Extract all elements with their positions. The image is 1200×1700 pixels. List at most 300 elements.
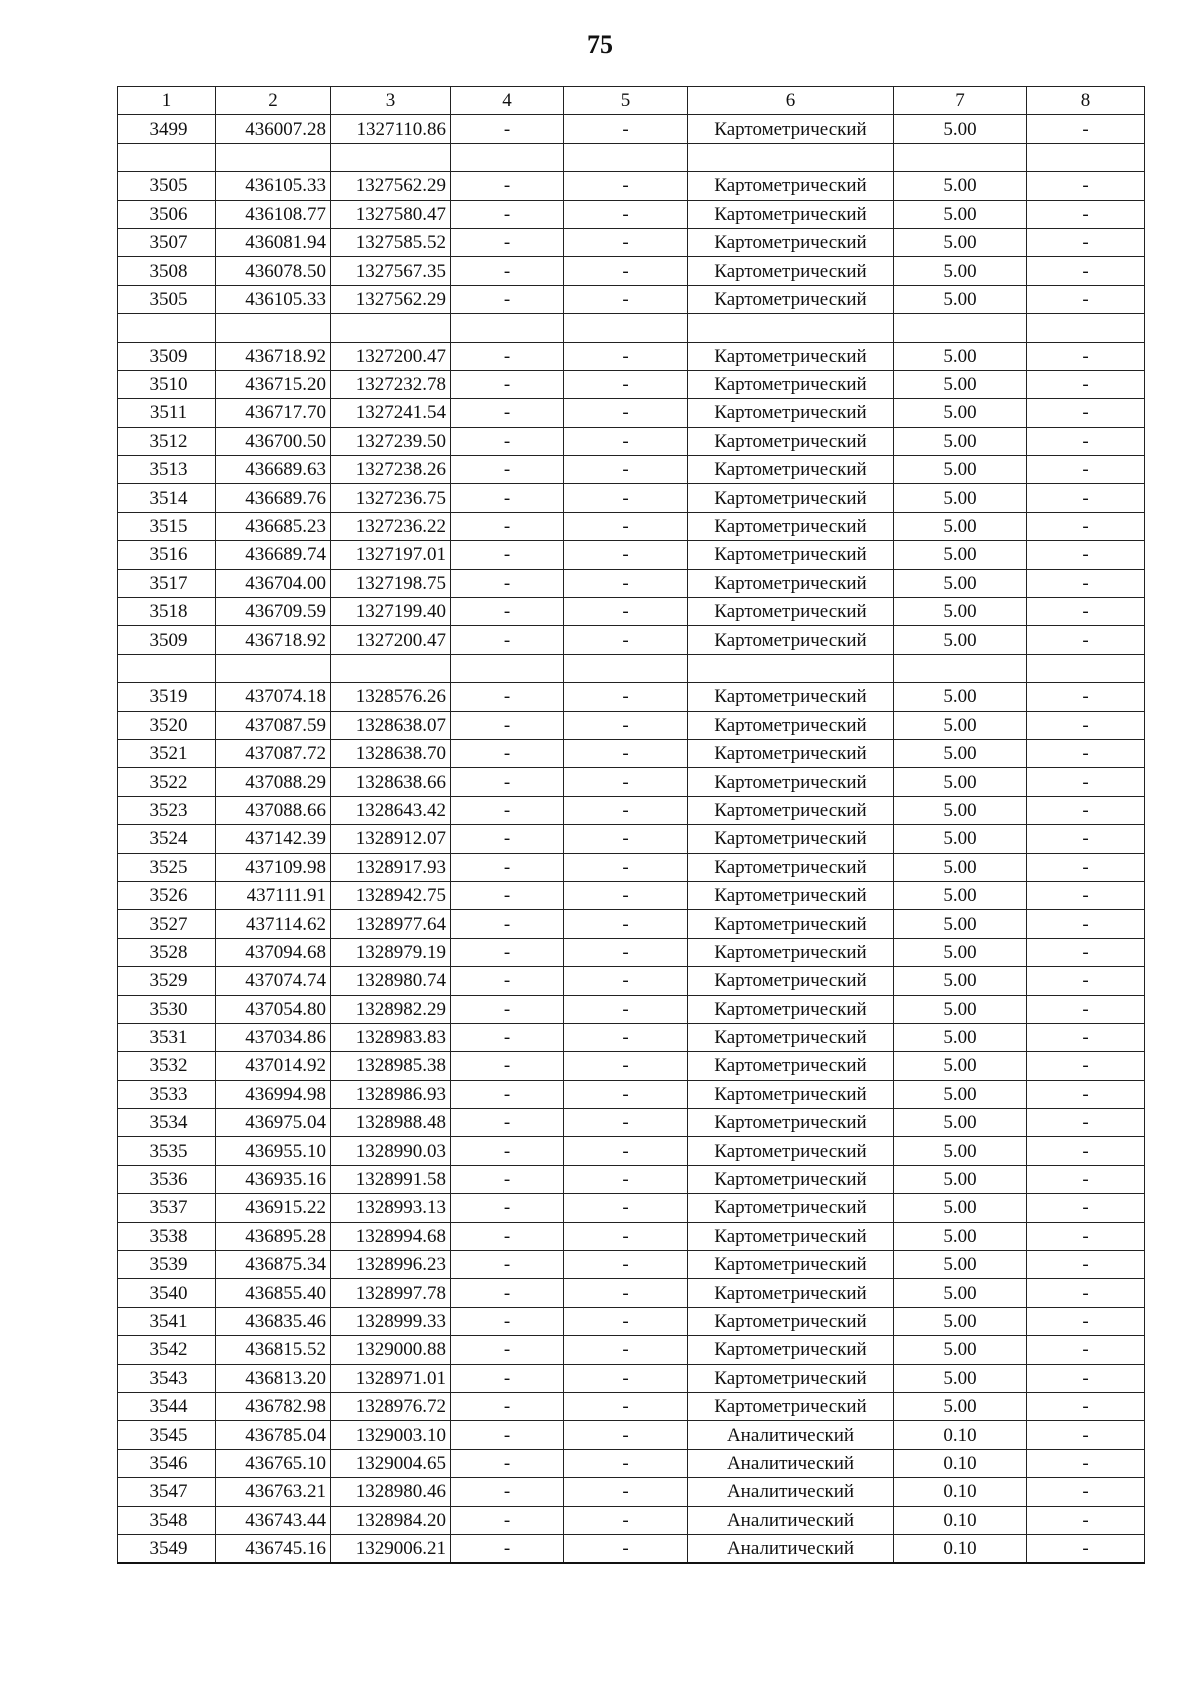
y-coordinate-cell: 1327562.29 (331, 172, 451, 200)
y-coordinate-cell: 1327197.01 (331, 541, 451, 569)
table-row (118, 796, 1145, 824)
table-row (118, 853, 1145, 881)
y-coordinate-cell: 1328997.78 (331, 1279, 451, 1307)
column-5-cell: - (564, 1421, 688, 1449)
point-number-cell: 3541 (118, 1307, 216, 1335)
y-coordinate-cell: 1327232.78 (331, 370, 451, 398)
point-number-cell: 3527 (118, 910, 216, 938)
x-coordinate-cell: 436935.16 (216, 1165, 331, 1193)
x-coordinate-cell: 436715.20 (216, 370, 331, 398)
point-number-cell (118, 654, 216, 682)
header-row (118, 87, 1145, 115)
point-number-cell: 3544 (118, 1392, 216, 1420)
point-number-cell: 3514 (118, 484, 216, 512)
column-4-cell: - (451, 1194, 564, 1222)
accuracy-cell: 5.00 (894, 456, 1027, 484)
point-number-cell: 3532 (118, 1052, 216, 1080)
x-coordinate-cell: 436689.74 (216, 541, 331, 569)
accuracy-cell: 5.00 (894, 910, 1027, 938)
accuracy-cell (894, 143, 1027, 171)
table-row (118, 399, 1145, 427)
column-5-cell: - (564, 1080, 688, 1108)
column-4-cell: - (451, 881, 564, 909)
method-cell: Картометрический (688, 598, 894, 626)
table-row (118, 1307, 1145, 1335)
column-5-cell: - (564, 768, 688, 796)
y-coordinate-cell: 1328986.93 (331, 1080, 451, 1108)
table-row (118, 598, 1145, 626)
column-8-cell: - (1027, 768, 1145, 796)
y-coordinate-cell: 1328994.68 (331, 1222, 451, 1250)
method-cell: Картометрический (688, 910, 894, 938)
accuracy-cell: 5.00 (894, 257, 1027, 285)
column-header: 7 (894, 87, 1027, 115)
column-4-cell: - (451, 598, 564, 626)
y-coordinate-cell: 1329004.65 (331, 1449, 451, 1477)
point-number-cell: 3510 (118, 370, 216, 398)
x-coordinate-cell: 436785.04 (216, 1421, 331, 1449)
table-row (118, 427, 1145, 455)
column-4-cell: - (451, 1222, 564, 1250)
column-5-cell: - (564, 995, 688, 1023)
table-row (118, 938, 1145, 966)
column-8-cell: - (1027, 1251, 1145, 1279)
table-row (118, 1336, 1145, 1364)
table-body (118, 115, 1145, 1563)
column-5-cell: - (564, 1449, 688, 1477)
table-row (118, 512, 1145, 540)
table-row (118, 654, 1145, 682)
column-4-cell: - (451, 1052, 564, 1080)
y-coordinate-cell: 1328942.75 (331, 881, 451, 909)
x-coordinate-cell: 436915.22 (216, 1194, 331, 1222)
column-5-cell (564, 314, 688, 342)
column-5-cell: - (564, 1364, 688, 1392)
column-5-cell: - (564, 1279, 688, 1307)
table-row (118, 1109, 1145, 1137)
accuracy-cell: 5.00 (894, 1109, 1027, 1137)
accuracy-cell: 5.00 (894, 881, 1027, 909)
column-5-cell: - (564, 1251, 688, 1279)
column-8-cell: - (1027, 1506, 1145, 1534)
method-cell: Картометрический (688, 1023, 894, 1051)
table-row (118, 1165, 1145, 1193)
column-8-cell: - (1027, 938, 1145, 966)
column-8-cell: - (1027, 569, 1145, 597)
x-coordinate-cell: 437034.86 (216, 1023, 331, 1051)
point-number-cell: 3509 (118, 342, 216, 370)
x-coordinate-cell: 437094.68 (216, 938, 331, 966)
y-coordinate-cell: 1327567.35 (331, 257, 451, 285)
method-cell: Картометрический (688, 456, 894, 484)
point-number-cell: 3511 (118, 399, 216, 427)
point-number-cell: 3517 (118, 569, 216, 597)
column-8-cell: - (1027, 1194, 1145, 1222)
column-4-cell: - (451, 172, 564, 200)
method-cell: Картометрический (688, 399, 894, 427)
x-coordinate-cell: 436105.33 (216, 172, 331, 200)
x-coordinate-cell: 436895.28 (216, 1222, 331, 1250)
x-coordinate-cell: 436108.77 (216, 200, 331, 228)
table-row (118, 1052, 1145, 1080)
point-number-cell: 3512 (118, 427, 216, 455)
method-cell: Картометрический (688, 796, 894, 824)
column-4-cell: - (451, 285, 564, 313)
method-cell: Картометрический (688, 626, 894, 654)
column-header: 3 (331, 87, 451, 115)
x-coordinate-cell: 436689.63 (216, 456, 331, 484)
column-8-cell: - (1027, 1307, 1145, 1335)
column-8-cell: - (1027, 1364, 1145, 1392)
column-8-cell (1027, 143, 1145, 171)
accuracy-cell: 5.00 (894, 399, 1027, 427)
column-4-cell: - (451, 1478, 564, 1506)
column-8-cell: - (1027, 598, 1145, 626)
accuracy-cell: 5.00 (894, 739, 1027, 767)
accuracy-cell: 0.10 (894, 1534, 1027, 1563)
accuracy-cell: 5.00 (894, 370, 1027, 398)
y-coordinate-cell: 1329006.21 (331, 1534, 451, 1563)
column-8-cell (1027, 314, 1145, 342)
x-coordinate-cell: 436685.23 (216, 512, 331, 540)
method-cell: Аналитический (688, 1506, 894, 1534)
x-coordinate-cell: 437074.18 (216, 683, 331, 711)
x-coordinate-cell (216, 654, 331, 682)
table-row (118, 1251, 1145, 1279)
point-number-cell: 3545 (118, 1421, 216, 1449)
column-4-cell: - (451, 768, 564, 796)
method-cell: Картометрический (688, 1222, 894, 1250)
x-coordinate-cell: 436709.59 (216, 598, 331, 626)
x-coordinate-cell: 436994.98 (216, 1080, 331, 1108)
column-8-cell: - (1027, 399, 1145, 427)
accuracy-cell: 5.00 (894, 285, 1027, 313)
y-coordinate-cell: 1328984.20 (331, 1506, 451, 1534)
column-8-cell: - (1027, 910, 1145, 938)
column-4-cell: - (451, 200, 564, 228)
column-5-cell: - (564, 399, 688, 427)
point-number-cell: 3537 (118, 1194, 216, 1222)
point-number-cell: 3528 (118, 938, 216, 966)
column-4-cell: - (451, 228, 564, 256)
table-row (118, 1478, 1145, 1506)
accuracy-cell: 5.00 (894, 569, 1027, 597)
y-coordinate-cell: 1328576.26 (331, 683, 451, 711)
method-cell: Картометрический (688, 1336, 894, 1364)
table-row (118, 825, 1145, 853)
point-number-cell: 3525 (118, 853, 216, 881)
column-8-cell: - (1027, 200, 1145, 228)
x-coordinate-cell: 437087.72 (216, 739, 331, 767)
column-5-cell: - (564, 427, 688, 455)
y-coordinate-cell: 1328917.93 (331, 853, 451, 881)
column-5-cell: - (564, 683, 688, 711)
point-number-cell: 3536 (118, 1165, 216, 1193)
method-cell: Картометрический (688, 739, 894, 767)
column-4-cell (451, 654, 564, 682)
table-row (118, 626, 1145, 654)
column-4-cell: - (451, 1336, 564, 1364)
point-number-cell: 3505 (118, 285, 216, 313)
y-coordinate-cell: 1328971.01 (331, 1364, 451, 1392)
column-4-cell: - (451, 342, 564, 370)
method-cell: Картометрический (688, 1307, 894, 1335)
method-cell: Аналитический (688, 1449, 894, 1477)
point-number-cell: 3520 (118, 711, 216, 739)
column-4-cell: - (451, 825, 564, 853)
point-number-cell: 3507 (118, 228, 216, 256)
column-5-cell: - (564, 1506, 688, 1534)
y-coordinate-cell: 1329000.88 (331, 1336, 451, 1364)
accuracy-cell: 5.00 (894, 1336, 1027, 1364)
column-4-cell: - (451, 1506, 564, 1534)
method-cell: Картометрический (688, 342, 894, 370)
column-5-cell: - (564, 1478, 688, 1506)
y-coordinate-cell: 1327562.29 (331, 285, 451, 313)
column-8-cell: - (1027, 484, 1145, 512)
y-coordinate-cell: 1328912.07 (331, 825, 451, 853)
y-coordinate-cell: 1328976.72 (331, 1392, 451, 1420)
x-coordinate-cell: 436718.92 (216, 626, 331, 654)
accuracy-cell: 5.00 (894, 825, 1027, 853)
table-row (118, 1449, 1145, 1477)
x-coordinate-cell: 436007.28 (216, 115, 331, 143)
column-4-cell: - (451, 1279, 564, 1307)
y-coordinate-cell: 1328999.33 (331, 1307, 451, 1335)
column-4-cell: - (451, 257, 564, 285)
accuracy-cell: 0.10 (894, 1478, 1027, 1506)
y-coordinate-cell (331, 143, 451, 171)
column-4-cell: - (451, 399, 564, 427)
accuracy-cell: 5.00 (894, 484, 1027, 512)
x-coordinate-cell: 436717.70 (216, 399, 331, 427)
x-coordinate-cell: 437014.92 (216, 1052, 331, 1080)
method-cell: Картометрический (688, 370, 894, 398)
accuracy-cell: 5.00 (894, 1279, 1027, 1307)
accuracy-cell: 5.00 (894, 598, 1027, 626)
table-row (118, 1279, 1145, 1307)
column-4-cell: - (451, 739, 564, 767)
column-5-cell: - (564, 1336, 688, 1364)
point-number-cell: 3540 (118, 1279, 216, 1307)
method-cell: Картометрический (688, 881, 894, 909)
table-row (118, 200, 1145, 228)
accuracy-cell: 5.00 (894, 1023, 1027, 1051)
method-cell (688, 143, 894, 171)
column-8-cell: - (1027, 796, 1145, 824)
accuracy-cell: 0.10 (894, 1506, 1027, 1534)
point-number-cell: 3499 (118, 115, 216, 143)
column-5-cell: - (564, 825, 688, 853)
table-row (118, 1137, 1145, 1165)
table-row (118, 172, 1145, 200)
column-8-cell: - (1027, 1336, 1145, 1364)
accuracy-cell: 5.00 (894, 1392, 1027, 1420)
column-5-cell: - (564, 569, 688, 597)
table-row (118, 910, 1145, 938)
column-header: 5 (564, 87, 688, 115)
table-row (118, 711, 1145, 739)
method-cell (688, 314, 894, 342)
y-coordinate-cell (331, 314, 451, 342)
method-cell: Картометрический (688, 1194, 894, 1222)
column-4-cell: - (451, 1449, 564, 1477)
y-coordinate-cell: 1327198.75 (331, 569, 451, 597)
column-8-cell: - (1027, 739, 1145, 767)
accuracy-cell: 5.00 (894, 1080, 1027, 1108)
column-4-cell: - (451, 1109, 564, 1137)
column-5-cell: - (564, 484, 688, 512)
column-5-cell: - (564, 938, 688, 966)
y-coordinate-cell: 1327236.22 (331, 512, 451, 540)
column-4-cell: - (451, 1080, 564, 1108)
y-coordinate-cell: 1328977.64 (331, 910, 451, 938)
method-cell: Картометрический (688, 1137, 894, 1165)
y-coordinate-cell: 1328990.03 (331, 1137, 451, 1165)
y-coordinate-cell: 1327585.52 (331, 228, 451, 256)
column-4-cell (451, 143, 564, 171)
x-coordinate-cell: 437109.98 (216, 853, 331, 881)
column-5-cell: - (564, 1194, 688, 1222)
column-4-cell: - (451, 541, 564, 569)
y-coordinate-cell: 1327200.47 (331, 626, 451, 654)
column-5-cell: - (564, 512, 688, 540)
point-number-cell: 3546 (118, 1449, 216, 1477)
method-cell: Картометрический (688, 768, 894, 796)
point-number-cell (118, 314, 216, 342)
column-8-cell: - (1027, 1222, 1145, 1250)
x-coordinate-cell: 437054.80 (216, 995, 331, 1023)
accuracy-cell: 5.00 (894, 1137, 1027, 1165)
table-row (118, 995, 1145, 1023)
y-coordinate-cell: 1327199.40 (331, 598, 451, 626)
table-row (118, 484, 1145, 512)
x-coordinate-cell: 436078.50 (216, 257, 331, 285)
point-number-cell: 3539 (118, 1251, 216, 1279)
y-coordinate-cell: 1327238.26 (331, 456, 451, 484)
method-cell: Картометрический (688, 825, 894, 853)
column-5-cell: - (564, 172, 688, 200)
y-coordinate-cell: 1328980.46 (331, 1478, 451, 1506)
column-8-cell: - (1027, 370, 1145, 398)
table-row (118, 1080, 1145, 1108)
column-5-cell: - (564, 1307, 688, 1335)
x-coordinate-cell: 436745.16 (216, 1534, 331, 1563)
method-cell: Картометрический (688, 172, 894, 200)
method-cell: Картометрический (688, 1165, 894, 1193)
column-8-cell: - (1027, 1478, 1145, 1506)
accuracy-cell: 5.00 (894, 541, 1027, 569)
accuracy-cell (894, 654, 1027, 682)
y-coordinate-cell: 1327580.47 (331, 200, 451, 228)
point-number-cell: 3535 (118, 1137, 216, 1165)
column-4-cell: - (451, 938, 564, 966)
method-cell: Картометрический (688, 683, 894, 711)
y-coordinate-cell: 1328638.70 (331, 739, 451, 767)
point-number-cell: 3509 (118, 626, 216, 654)
table-row (118, 1506, 1145, 1534)
column-8-cell: - (1027, 881, 1145, 909)
accuracy-cell: 5.00 (894, 200, 1027, 228)
column-8-cell: - (1027, 1052, 1145, 1080)
table-row (118, 456, 1145, 484)
column-4-cell: - (451, 1534, 564, 1563)
accuracy-cell: 5.00 (894, 626, 1027, 654)
column-5-cell: - (564, 1165, 688, 1193)
method-cell: Картометрический (688, 484, 894, 512)
point-number-cell: 3542 (118, 1336, 216, 1364)
column-8-cell: - (1027, 456, 1145, 484)
column-4-cell: - (451, 1251, 564, 1279)
y-coordinate-cell: 1327241.54 (331, 399, 451, 427)
method-cell: Аналитический (688, 1421, 894, 1449)
column-5-cell: - (564, 228, 688, 256)
table-row (118, 228, 1145, 256)
column-4-cell (451, 314, 564, 342)
column-5-cell: - (564, 598, 688, 626)
table-row (118, 285, 1145, 313)
column-4-cell: - (451, 569, 564, 597)
column-8-cell: - (1027, 1080, 1145, 1108)
method-cell: Картометрический (688, 200, 894, 228)
column-4-cell: - (451, 1137, 564, 1165)
accuracy-cell: 5.00 (894, 938, 1027, 966)
point-number-cell: 3534 (118, 1109, 216, 1137)
column-8-cell: - (1027, 967, 1145, 995)
point-number-cell: 3506 (118, 200, 216, 228)
point-number-cell: 3543 (118, 1364, 216, 1392)
column-header: 2 (216, 87, 331, 115)
table-row (118, 1421, 1145, 1449)
table-row (118, 768, 1145, 796)
accuracy-cell: 0.10 (894, 1449, 1027, 1477)
y-coordinate-cell: 1328996.23 (331, 1251, 451, 1279)
point-number-cell: 3523 (118, 796, 216, 824)
column-4-cell: - (451, 711, 564, 739)
column-5-cell: - (564, 881, 688, 909)
column-5-cell: - (564, 967, 688, 995)
column-4-cell: - (451, 683, 564, 711)
point-number-cell: 3508 (118, 257, 216, 285)
x-coordinate-cell (216, 143, 331, 171)
point-number-cell (118, 143, 216, 171)
x-coordinate-cell: 436718.92 (216, 342, 331, 370)
method-cell: Аналитический (688, 1478, 894, 1506)
x-coordinate-cell: 436704.00 (216, 569, 331, 597)
column-5-cell: - (564, 626, 688, 654)
column-5-cell: - (564, 1023, 688, 1051)
table-row (118, 257, 1145, 285)
point-number-cell: 3505 (118, 172, 216, 200)
x-coordinate-cell: 436955.10 (216, 1137, 331, 1165)
x-coordinate-cell: 436081.94 (216, 228, 331, 256)
table-row (118, 1023, 1145, 1051)
method-cell: Картометрический (688, 1364, 894, 1392)
point-number-cell: 3530 (118, 995, 216, 1023)
accuracy-cell: 5.00 (894, 427, 1027, 455)
method-cell: Картометрический (688, 711, 894, 739)
accuracy-cell: 5.00 (894, 1194, 1027, 1222)
column-8-cell: - (1027, 427, 1145, 455)
column-4-cell: - (451, 115, 564, 143)
table-row (118, 967, 1145, 995)
x-coordinate-cell: 436743.44 (216, 1506, 331, 1534)
column-8-cell: - (1027, 853, 1145, 881)
column-4-cell: - (451, 1364, 564, 1392)
table-row (118, 1194, 1145, 1222)
accuracy-cell: 0.10 (894, 1421, 1027, 1449)
column-5-cell: - (564, 1534, 688, 1563)
